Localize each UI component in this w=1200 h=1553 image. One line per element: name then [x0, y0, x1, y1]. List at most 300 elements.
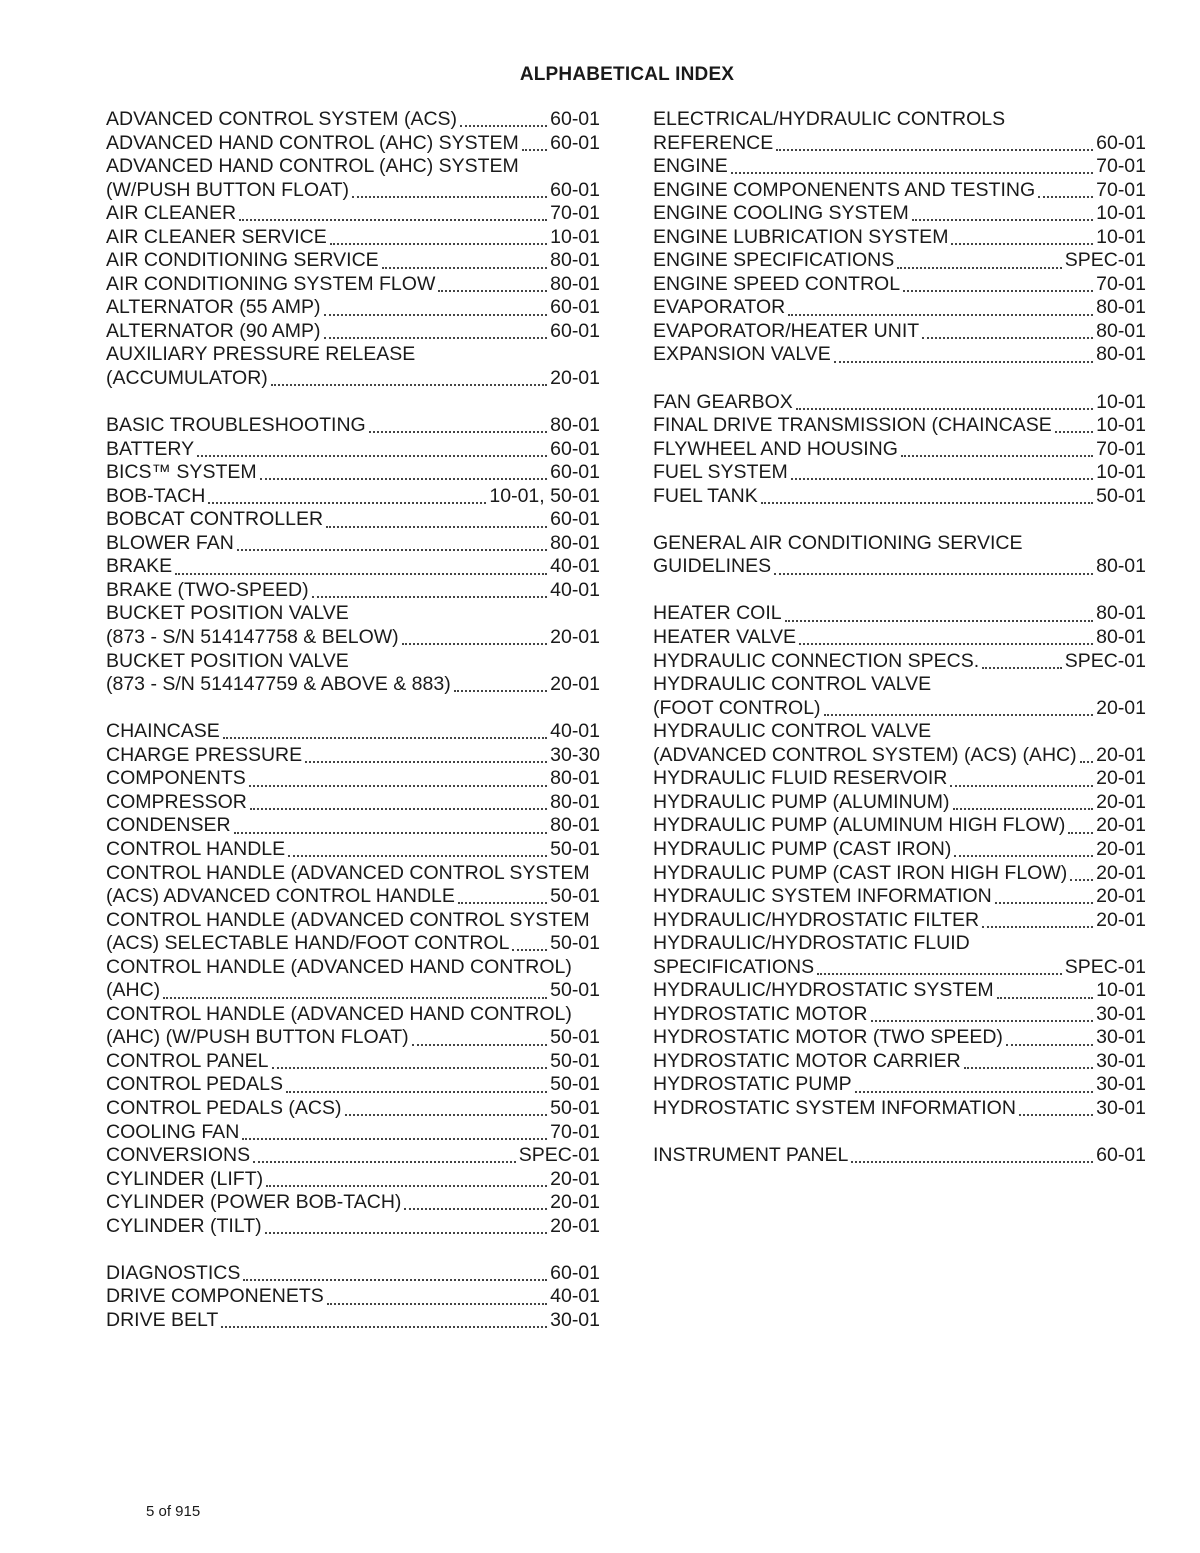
dot-leader — [522, 148, 547, 151]
index-entry-page: 10-01 — [1096, 202, 1146, 225]
index-entry — [106, 909, 600, 933]
index-entry — [106, 132, 600, 156]
index-entry-page: SPEC-01 — [1064, 955, 1146, 978]
index-entry-page: 40-01 — [550, 555, 600, 578]
index-entry — [106, 673, 600, 697]
index-entry-page: 80-01 — [550, 790, 600, 813]
index-entry-title: ENGINE LUBRICATION SYSTEM — [653, 225, 949, 248]
index-entry — [653, 838, 1146, 862]
index-entry-title: CONVERSIONS — [106, 1144, 251, 1167]
index-entry — [106, 1215, 600, 1239]
index-entry-page: 70-01 — [1096, 437, 1146, 460]
dot-leader — [951, 242, 1093, 245]
index-entry-page: 10-01 — [1096, 461, 1146, 484]
index-entry — [653, 485, 1146, 509]
index-entry-title: HYDRAULIC CONTROL VALVE — [653, 720, 932, 743]
dot-leader — [982, 925, 1093, 928]
index-entry-title: HYDRAULIC SYSTEM INFORMATION — [653, 885, 992, 908]
index-entry — [653, 1026, 1146, 1050]
index-entry — [106, 485, 600, 509]
dot-leader — [460, 124, 547, 127]
index-entry-title: (FOOT CONTROL) — [653, 696, 821, 719]
index-entry-page: 50-01 — [550, 1049, 600, 1072]
index-entry-title: EVAPORATOR/HEATER UNIT — [653, 319, 920, 342]
index-entry-page: 80-01 — [550, 767, 600, 790]
dot-leader — [266, 1184, 547, 1187]
index-entry — [653, 249, 1146, 273]
index-entry-page: 20-01 — [1096, 743, 1146, 766]
index-entry — [106, 1121, 600, 1145]
index-entry-page: 20-01 — [550, 1191, 600, 1214]
index-entry-title: FLYWHEEL AND HOUSING — [653, 437, 898, 460]
dot-leader — [402, 642, 547, 645]
index-entry-page: 50-01 — [550, 1026, 600, 1049]
index-entry-title: (873 - S/N 514147759 & ABOVE & 883) — [106, 673, 451, 696]
index-entry — [653, 814, 1146, 838]
index-entry — [106, 791, 600, 815]
index-entry — [106, 343, 600, 367]
index-entry — [653, 155, 1146, 179]
index-entry-page: 30-01 — [1096, 1073, 1146, 1096]
dot-leader — [352, 195, 547, 198]
index-entry-title: HYDROSTATIC MOTOR (TWO SPEED) — [653, 1026, 1003, 1049]
index-entry-title: AIR CONDITIONING SERVICE — [106, 249, 379, 272]
dot-leader — [1006, 1043, 1093, 1046]
dot-leader — [242, 1137, 547, 1140]
dot-leader — [197, 454, 547, 457]
index-entry-page: 20-01 — [1096, 767, 1146, 790]
index-entry-page: 60-01 — [1096, 131, 1146, 154]
index-entry — [106, 1003, 600, 1027]
dot-leader — [731, 171, 1093, 174]
index-entry — [653, 697, 1146, 721]
index-entry-title: CONTROL HANDLE (ADVANCED CONTROL SYSTEM — [106, 861, 590, 884]
page-number: 5 of 915 — [146, 1503, 201, 1520]
index-entry — [106, 862, 600, 886]
dot-leader — [438, 289, 547, 292]
index-entry-title: ENGINE COOLING SYSTEM — [653, 202, 909, 225]
index-entry — [653, 602, 1146, 626]
index-entry-title: ENGINE — [653, 155, 728, 178]
dot-leader — [995, 901, 1093, 904]
index-entry — [106, 838, 600, 862]
index-entry-page: 70-01 — [550, 202, 600, 225]
dot-leader — [223, 736, 547, 739]
index-entry — [653, 791, 1146, 815]
index-entry — [653, 296, 1146, 320]
index-entry-title: BASIC TROUBLESHOOTING — [106, 414, 366, 437]
dot-leader — [774, 572, 1093, 575]
index-entry — [653, 1050, 1146, 1074]
index-entry — [106, 555, 600, 579]
index-entry — [653, 956, 1146, 980]
index-entry — [106, 414, 600, 438]
dot-leader — [454, 689, 547, 692]
dot-leader — [954, 854, 1093, 857]
index-entry-page: 70-01 — [1096, 178, 1146, 201]
index-entry — [106, 626, 600, 650]
index-entry-page: 80-01 — [1096, 319, 1146, 342]
index-entry — [653, 862, 1146, 886]
index-entry — [653, 744, 1146, 768]
index-entry — [106, 932, 600, 956]
index-entry-page: 40-01 — [550, 720, 600, 743]
index-entry-page: 50-01 — [550, 979, 600, 1002]
index-entry-title: INSTRUMENT PANEL — [653, 1144, 849, 1167]
index-entry — [106, 1168, 600, 1192]
index-entry — [106, 1026, 600, 1050]
index-entry-page: 20-01 — [1096, 837, 1146, 860]
index-entry-title: (AHC) (W/PUSH BUTTON FLOAT) — [106, 1026, 409, 1049]
index-entry — [653, 1073, 1146, 1097]
index-entry-page: 10-01 — [550, 225, 600, 248]
index-entry-page: 80-01 — [1096, 602, 1146, 625]
index-entry-title: EXPANSION VALVE — [653, 343, 831, 366]
index-entry-page: 60-01 — [550, 1261, 600, 1284]
index-entry-page: 10-01 — [1096, 414, 1146, 437]
index-entry — [106, 320, 600, 344]
index-entry — [653, 226, 1146, 250]
index-entry-page: 20-01 — [1096, 885, 1146, 908]
index-entry — [106, 296, 600, 320]
index-entry-title: HYDRAULIC PUMP (CAST IRON) — [653, 837, 952, 860]
index-entry-title: AUXILIARY PRESSURE RELEASE — [106, 343, 416, 366]
index-entry — [106, 720, 600, 744]
index-entry — [653, 1097, 1146, 1121]
index-entry-title: ADVANCED CONTROL SYSTEM (ACS) — [106, 108, 458, 130]
index-entry — [653, 179, 1146, 203]
index-entry-page: 80-01 — [1096, 555, 1146, 578]
index-entry-page: 10-01 — [1096, 225, 1146, 248]
index-entry — [653, 532, 1146, 556]
index-entry-title: (ACCUMULATOR) — [106, 367, 268, 390]
index-entry — [653, 438, 1146, 462]
index-entry-title: SPECIFICATIONS — [653, 955, 815, 978]
index-entry-title: (AHC) — [106, 979, 161, 1002]
index-entry-page: 10-01 — [1096, 979, 1146, 1002]
index-entry — [653, 1144, 1146, 1168]
index-entry-title: ADVANCED HAND CONTROL (AHC) SYSTEM — [106, 155, 519, 178]
index-entry — [106, 1285, 600, 1309]
index-entry-title: HYDROSTATIC SYSTEM INFORMATION — [653, 1096, 1016, 1119]
index-entry — [106, 744, 600, 768]
index-entry-title: ENGINE SPECIFICATIONS — [653, 249, 895, 272]
index-entry-title: FINAL DRIVE TRANSMISSION (CHAINCASE — [653, 414, 1052, 437]
index-entry-page: 20-01 — [1096, 861, 1146, 884]
index-entry-page: SPEC-01 — [518, 1144, 600, 1167]
index-entry-title: (ACS) ADVANCED CONTROL HANDLE — [106, 885, 455, 908]
index-entry — [106, 508, 600, 532]
section-gap — [106, 697, 600, 721]
section-gap — [106, 1238, 600, 1262]
index-entry — [106, 979, 600, 1003]
dot-leader — [950, 784, 1093, 787]
dot-leader — [260, 477, 548, 480]
dot-leader — [272, 1066, 548, 1069]
index-entry-title: CHARGE PRESSURE — [106, 743, 303, 766]
index-entry-title: BUCKET POSITION VALVE — [106, 602, 349, 625]
index-entry — [653, 909, 1146, 933]
dot-leader — [855, 1090, 1094, 1093]
dot-leader — [1019, 1113, 1093, 1116]
dot-leader — [175, 572, 547, 575]
index-entry — [106, 579, 600, 603]
index-entry-page: 60-01 — [550, 296, 600, 319]
dot-leader — [382, 266, 547, 269]
dot-leader — [327, 1302, 547, 1305]
dot-leader — [221, 1325, 547, 1328]
index-entry-title: HYDRAULIC/HYDROSTATIC FLUID — [653, 932, 970, 955]
dot-leader — [512, 948, 547, 951]
index-entry-page: 20-01 — [550, 626, 600, 649]
dot-leader — [776, 148, 1093, 151]
index-entry-title: (873 - S/N 514147758 & BELOW) — [106, 626, 399, 649]
index-entry-title: AIR CLEANER SERVICE — [106, 225, 327, 248]
index-entry-title: DRIVE COMPONENETS — [106, 1285, 324, 1308]
index-entry-title: CONTROL HANDLE (ADVANCED HAND CONTROL) — [106, 955, 572, 978]
section-gap — [653, 1121, 1146, 1145]
index-entry-title: CYLINDER (POWER BOB-TACH) — [106, 1191, 402, 1214]
index-entry-title: COOLING FAN — [106, 1120, 240, 1143]
dot-leader — [799, 642, 1093, 645]
index-entry-page: 80-01 — [550, 531, 600, 554]
index-entry-page: 30-01 — [1096, 1096, 1146, 1119]
dot-leader — [324, 313, 548, 316]
dot-leader — [369, 430, 547, 433]
dot-leader — [163, 996, 547, 999]
index-entry-page: SPEC-01 — [1064, 649, 1146, 672]
index-entry-page: 80-01 — [1096, 343, 1146, 366]
page-title: ALPHABETICAL INDEX — [519, 64, 735, 85]
index-entry — [106, 1262, 600, 1286]
index-entry-page: 10-01 — [1096, 390, 1146, 413]
dot-leader — [243, 1278, 547, 1281]
index-entry — [106, 202, 600, 226]
index-entry-title: ELECTRICAL/HYDRAULIC CONTROLS — [653, 108, 1006, 130]
dot-leader — [1038, 195, 1093, 198]
index-entry-page: 80-01 — [550, 272, 600, 295]
index-entry-title: AIR CLEANER — [106, 202, 237, 225]
dot-leader — [288, 854, 547, 857]
dot-leader — [897, 266, 1061, 269]
index-entry — [653, 320, 1146, 344]
index-entry-title: DIAGNOSTICS — [106, 1261, 241, 1284]
index-entry — [106, 461, 600, 485]
index-entry-title: REFERENCE — [653, 131, 774, 154]
index-entry-title: (ACS) SELECTABLE HAND/FOOT CONTROL — [106, 932, 510, 955]
index-entry-page: 50-01 — [1096, 484, 1146, 507]
index-entry — [106, 249, 600, 273]
index-entry-page: 50-01 — [550, 1073, 600, 1096]
index-entry-title: CONTROL HANDLE (ADVANCED HAND CONTROL) — [106, 1002, 572, 1025]
dot-leader — [237, 548, 547, 551]
index-entry-page: 10-01, 50-01 — [489, 484, 600, 507]
index-entry-page: 20-01 — [550, 367, 600, 390]
index-entry-page: 20-01 — [550, 1167, 600, 1190]
index-entry-page: 50-01 — [550, 837, 600, 860]
index-entry — [653, 626, 1146, 650]
index-entry-page: 60-01 — [550, 461, 600, 484]
index-entry-title: BATTERY — [106, 437, 195, 460]
index-entry-page: 80-01 — [550, 414, 600, 437]
index-entry — [106, 1050, 600, 1074]
index-entry-title: BLOWER FAN — [106, 531, 234, 554]
index-entry-title: HYDROSTATIC PUMP — [653, 1073, 852, 1096]
index-entry-page: 70-01 — [550, 1120, 600, 1143]
index-entry-page: 20-01 — [550, 1214, 600, 1237]
index-entry-title: COMPONENTS — [106, 767, 246, 790]
index-column-right — [653, 108, 1146, 1168]
index-entry — [653, 202, 1146, 226]
dot-leader — [1070, 878, 1093, 881]
dot-leader — [404, 1207, 547, 1210]
dot-leader — [791, 477, 1093, 480]
index-entry-page: 20-01 — [1096, 790, 1146, 813]
index-entry-title: CHAINCASE — [106, 720, 220, 743]
dot-leader — [788, 313, 1093, 316]
dot-leader — [412, 1043, 548, 1046]
index-entry-title: ENGINE COMPONENENTS AND TESTING — [653, 178, 1036, 201]
dot-leader — [785, 619, 1094, 622]
index-entry — [653, 885, 1146, 909]
index-entry-title: CONTROL HANDLE (ADVANCED CONTROL SYSTEM — [106, 908, 590, 931]
index-entry-title: HEATER VALVE — [653, 626, 797, 649]
index-entry-title: (ADVANCED CONTROL SYSTEM) (ACS) (AHC) — [653, 743, 1077, 766]
dot-leader — [997, 996, 1094, 999]
index-entry — [106, 155, 600, 179]
index-entry-page: 50-01 — [550, 885, 600, 908]
index-entry-page: 30-01 — [1096, 1002, 1146, 1025]
index-entry — [653, 673, 1146, 697]
index-entry — [106, 885, 600, 909]
index-entry-title: CONDENSER — [106, 814, 231, 837]
dot-leader — [208, 501, 486, 504]
dot-leader — [330, 242, 547, 245]
index-entry — [653, 132, 1146, 156]
index-entry — [106, 1144, 600, 1168]
dot-leader — [250, 807, 547, 810]
index-entry-title: HEATER COIL — [653, 602, 782, 625]
index-column-left — [106, 108, 600, 1332]
section-gap — [653, 367, 1146, 391]
dot-leader — [305, 760, 547, 763]
dot-leader — [964, 1066, 1093, 1069]
index-entry-page: 80-01 — [1096, 296, 1146, 319]
index-entry — [653, 108, 1146, 132]
dot-leader — [312, 595, 548, 598]
dot-leader — [912, 218, 1093, 221]
dot-leader — [271, 383, 547, 386]
index-entry — [106, 273, 600, 297]
index-entry — [106, 1191, 600, 1215]
dot-leader — [922, 336, 1093, 339]
index-entry-page: 30-01 — [550, 1308, 600, 1331]
index-entry — [653, 1003, 1146, 1027]
index-entry-title: HYDRAULIC FLUID RESERVOIR — [653, 767, 948, 790]
index-entry-title: ALTERNATOR (90 AMP) — [106, 319, 321, 342]
dot-leader — [1080, 760, 1094, 763]
dot-leader — [253, 1160, 516, 1163]
index-entry-page: 80-01 — [550, 249, 600, 272]
index-entry-title: HYDRAULIC/HYDROSTATIC FILTER — [653, 908, 980, 931]
index-entry-title: BRAKE — [106, 555, 173, 578]
index-entry-title: CONTROL HANDLE — [106, 837, 286, 860]
index-entry — [106, 226, 600, 250]
index-entry-title: HYDRAULIC CONNECTION SPECS. — [653, 649, 980, 672]
index-entry — [106, 602, 600, 626]
index-entry-page: 20-01 — [1096, 696, 1146, 719]
dot-leader — [817, 972, 1062, 975]
index-entry-title: HYDRAULIC PUMP (ALUMINUM HIGH FLOW) — [653, 814, 1066, 837]
dot-leader — [234, 831, 548, 834]
index-entry — [106, 532, 600, 556]
index-entry-page: 30-01 — [1096, 1026, 1146, 1049]
dot-leader — [326, 525, 547, 528]
index-entry-page: 20-01 — [1096, 814, 1146, 837]
index-entry-title: GENERAL AIR CONDITIONING SERVICE — [653, 531, 1023, 554]
index-entry-title: HYDRAULIC PUMP (CAST IRON HIGH FLOW) — [653, 861, 1068, 884]
index-entry-title: CYLINDER (LIFT) — [106, 1167, 264, 1190]
index-entry-page: 40-01 — [550, 1285, 600, 1308]
index-entry-page: 60-01 — [550, 108, 600, 130]
index-entry — [653, 979, 1146, 1003]
dot-leader — [834, 360, 1093, 363]
index-entry-title: HYDROSTATIC MOTOR CARRIER — [653, 1049, 961, 1072]
index-entry — [106, 1309, 600, 1333]
index-entry-page: 60-01 — [550, 178, 600, 201]
index-entry-page: 40-01 — [550, 578, 600, 601]
dot-leader — [953, 807, 1094, 810]
index-entry-page: 70-01 — [1096, 155, 1146, 178]
dot-leader — [265, 1231, 547, 1234]
index-entry — [653, 932, 1146, 956]
index-entry-title: COMPRESSOR — [106, 790, 247, 813]
index-entry — [106, 1073, 600, 1097]
index-entry-title: BOB-TACH — [106, 484, 206, 507]
index-entry-page: SPEC-01 — [1064, 249, 1146, 272]
index-entry-title: HYDRAULIC CONTROL VALVE — [653, 673, 932, 696]
index-entry-title: (W/PUSH BUTTON FLOAT) — [106, 178, 350, 201]
index-entry — [106, 767, 600, 791]
index-entry-page: 80-01 — [550, 814, 600, 837]
index-entry-page: 30-30 — [550, 743, 600, 766]
index-entry-title: HYDRAULIC/HYDROSTATIC SYSTEM — [653, 979, 994, 1002]
index-entry-page: 60-01 — [1096, 1144, 1146, 1167]
index-entry-page: 70-01 — [1096, 272, 1146, 295]
index-entry-page: 30-01 — [1096, 1049, 1146, 1072]
index-entry-title: ENGINE SPEED CONTROL — [653, 272, 901, 295]
index-entry-title: BOBCAT CONTROLLER — [106, 508, 324, 531]
index-entry — [106, 814, 600, 838]
index-entry-title: ALTERNATOR (55 AMP) — [106, 296, 321, 319]
index-entry — [653, 414, 1146, 438]
index-entry-title: CYLINDER (TILT) — [106, 1214, 262, 1237]
dot-leader — [286, 1090, 547, 1093]
section-gap — [653, 508, 1146, 532]
index-entry-title: GUIDELINES — [653, 555, 772, 578]
index-entry-title: FUEL TANK — [653, 484, 758, 507]
index-entry-page: 20-01 — [550, 673, 600, 696]
dot-leader — [1055, 430, 1093, 433]
index-entry-page: 60-01 — [550, 437, 600, 460]
dot-leader — [901, 454, 1093, 457]
dot-leader — [324, 336, 548, 339]
index-entry — [106, 438, 600, 462]
index-entry-title: ADVANCED HAND CONTROL (AHC) SYSTEM — [106, 131, 519, 154]
index-entry-title: BICS™ SYSTEM — [106, 461, 257, 484]
index-entry — [106, 1097, 600, 1121]
section-gap — [653, 579, 1146, 603]
